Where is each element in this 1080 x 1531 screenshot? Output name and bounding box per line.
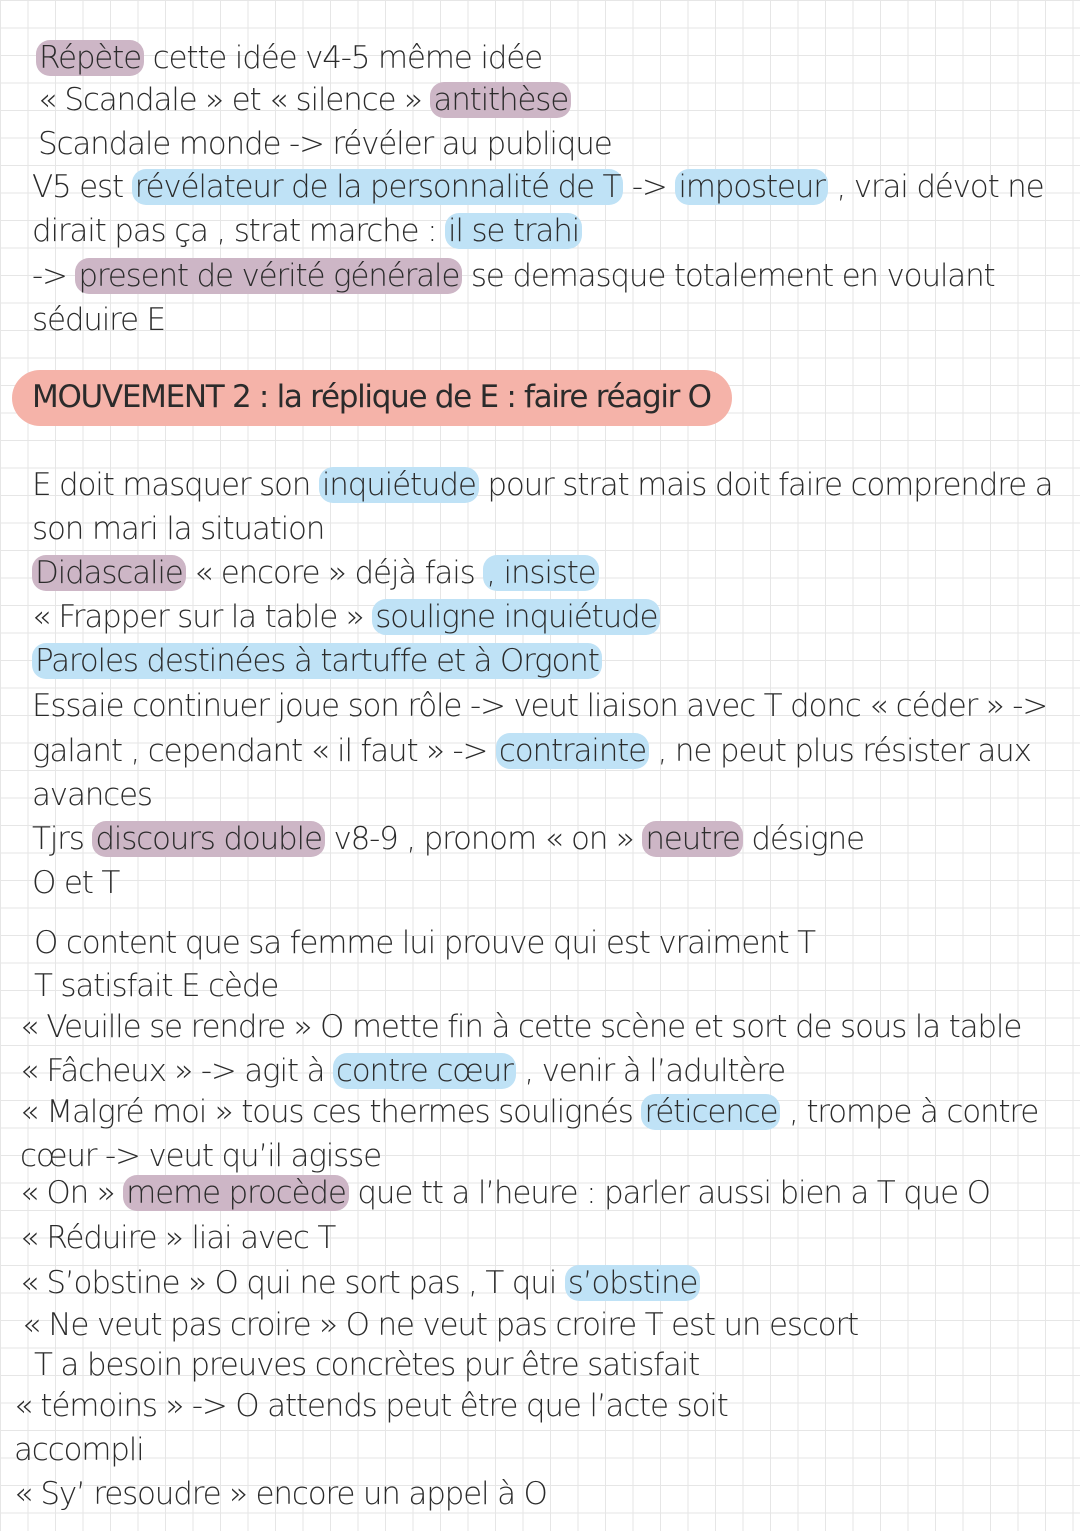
blue-highlight: contrainte xyxy=(496,733,649,769)
blue-highlight: , insiste xyxy=(483,555,598,591)
note-text: O content que sa femme lui prouve qui est vraiment T xyxy=(34,925,815,961)
note-line xyxy=(32,597,660,637)
note-text: Scandale monde -> révéler au publique xyxy=(38,126,612,162)
note-line xyxy=(14,1430,144,1470)
note-text: -> xyxy=(623,169,676,205)
note-line xyxy=(14,1386,728,1426)
note-text: , trompe à contre xyxy=(780,1094,1039,1130)
purple-highlight: neutre xyxy=(642,821,742,857)
note-line xyxy=(14,1474,547,1514)
note-line xyxy=(36,38,542,78)
note-text: « encore » déjà fais xyxy=(185,555,484,591)
note-text: séduire E xyxy=(32,302,165,338)
note-line xyxy=(32,256,995,296)
note-line xyxy=(32,553,599,593)
note-text: se demasque totalement en voulant xyxy=(462,258,995,294)
note-text: désigne xyxy=(742,821,864,857)
note-text: , venir à l’adultère xyxy=(515,1053,785,1089)
note-line xyxy=(34,923,815,963)
note-line xyxy=(32,300,165,340)
blue-highlight: souligne inquiétude xyxy=(372,599,660,635)
section-heading: MOUVEMENT 2 : la réplique de E : faire réagir O xyxy=(32,379,711,415)
purple-highlight: Didascalie xyxy=(32,555,186,591)
note-line xyxy=(34,1345,699,1385)
note-line xyxy=(34,966,278,1006)
purple-highlight: discours double xyxy=(92,821,325,857)
blue-highlight: contre cœur xyxy=(333,1053,516,1089)
note-text: pour strat mais doit faire comprendre a xyxy=(478,467,1053,503)
note-line xyxy=(22,1305,858,1345)
note-text: « S’obstine » O qui ne sort pas , T qui xyxy=(20,1265,565,1301)
blue-highlight: réticence xyxy=(641,1094,780,1130)
note-line xyxy=(32,509,324,549)
note-text: « Fâcheux » -> agit à xyxy=(20,1053,333,1089)
purple-highlight: antithèse xyxy=(430,82,571,118)
note-line xyxy=(32,775,152,815)
note-text: « Scandale » et « silence » xyxy=(38,82,431,118)
note-text: son mari la situation xyxy=(32,511,325,547)
note-text: E doit masquer son xyxy=(32,467,319,503)
note-line xyxy=(32,863,119,903)
blue-highlight: révélateur de la personnalité de T xyxy=(132,169,624,205)
note-text: « Réduire » liai avec T xyxy=(20,1220,336,1256)
note-line xyxy=(32,167,1044,207)
note-line xyxy=(32,819,864,859)
note-text: v8-9 , pronom « on » xyxy=(324,821,643,857)
note-text: « Frapper sur la table » xyxy=(32,599,373,635)
note-line xyxy=(38,124,612,164)
note-line xyxy=(32,731,1031,771)
note-text: Tjrs xyxy=(32,821,93,857)
note-line xyxy=(32,641,602,681)
blue-highlight: s’obstine xyxy=(565,1265,701,1301)
note-text: « Malgré moi » tous ces thermes soulignés xyxy=(20,1094,642,1130)
purple-highlight: Répète xyxy=(36,40,144,76)
note-line xyxy=(20,1173,990,1213)
purple-highlight: present de vérité générale xyxy=(75,258,462,294)
note-text: « On » xyxy=(20,1175,124,1211)
note-text: avances xyxy=(32,777,152,813)
note-line xyxy=(20,1136,381,1176)
note-line xyxy=(38,80,571,120)
blue-highlight: il se trahi xyxy=(445,213,582,249)
note-text: Essaie continuer joue son rôle -> veut liaison avec T donc « céder » -> xyxy=(32,688,1048,724)
note-text: cœur -> veut qu’il agisse xyxy=(20,1138,381,1174)
note-line xyxy=(20,1007,1021,1047)
note-text: V5 est xyxy=(32,169,132,205)
note-line xyxy=(20,1218,335,1258)
note-text: « Veuille se rendre » O mette fin à cette scène et sort de sous la table xyxy=(20,1009,1022,1045)
note-line xyxy=(20,1263,700,1303)
note-text: -> xyxy=(32,258,76,294)
note-text: que tt a l’heure : parler aussi bien a T que O xyxy=(348,1175,990,1211)
note-text: « Sy’ resoudre » encore un appel à O xyxy=(14,1476,547,1512)
note-text: O et T xyxy=(32,865,120,901)
note-line xyxy=(20,1051,785,1091)
note-text: accompli xyxy=(14,1432,144,1468)
note-line xyxy=(32,686,1047,726)
note-line xyxy=(20,1092,1038,1132)
note-line xyxy=(32,211,582,251)
note-text: dirait pas ça , strat marche : xyxy=(32,213,445,249)
note-text: , ne peut plus résister aux xyxy=(648,733,1031,769)
note-text: T a besoin preuves concrètes pur être satisfait xyxy=(34,1347,700,1383)
purple-highlight: meme procède xyxy=(123,1175,349,1211)
note-text: galant , cependant « il faut » -> xyxy=(32,733,496,769)
blue-highlight: imposteur xyxy=(675,169,827,205)
note-line xyxy=(32,465,1052,505)
blue-highlight: Paroles destinées à tartuffe et à Orgont xyxy=(32,643,602,679)
note-text: , vrai dévot ne xyxy=(827,169,1044,205)
note-text: « Ne veut pas croire » O ne veut pas croire T est un escort xyxy=(22,1307,858,1343)
note-text: cette idée v4-5 même idée xyxy=(144,40,542,76)
note-text: « témoins » -> O attends peut être que l’acte soit xyxy=(14,1388,728,1424)
blue-highlight: inquiétude xyxy=(319,467,479,503)
note-text: T satisfait E cède xyxy=(34,968,279,1004)
